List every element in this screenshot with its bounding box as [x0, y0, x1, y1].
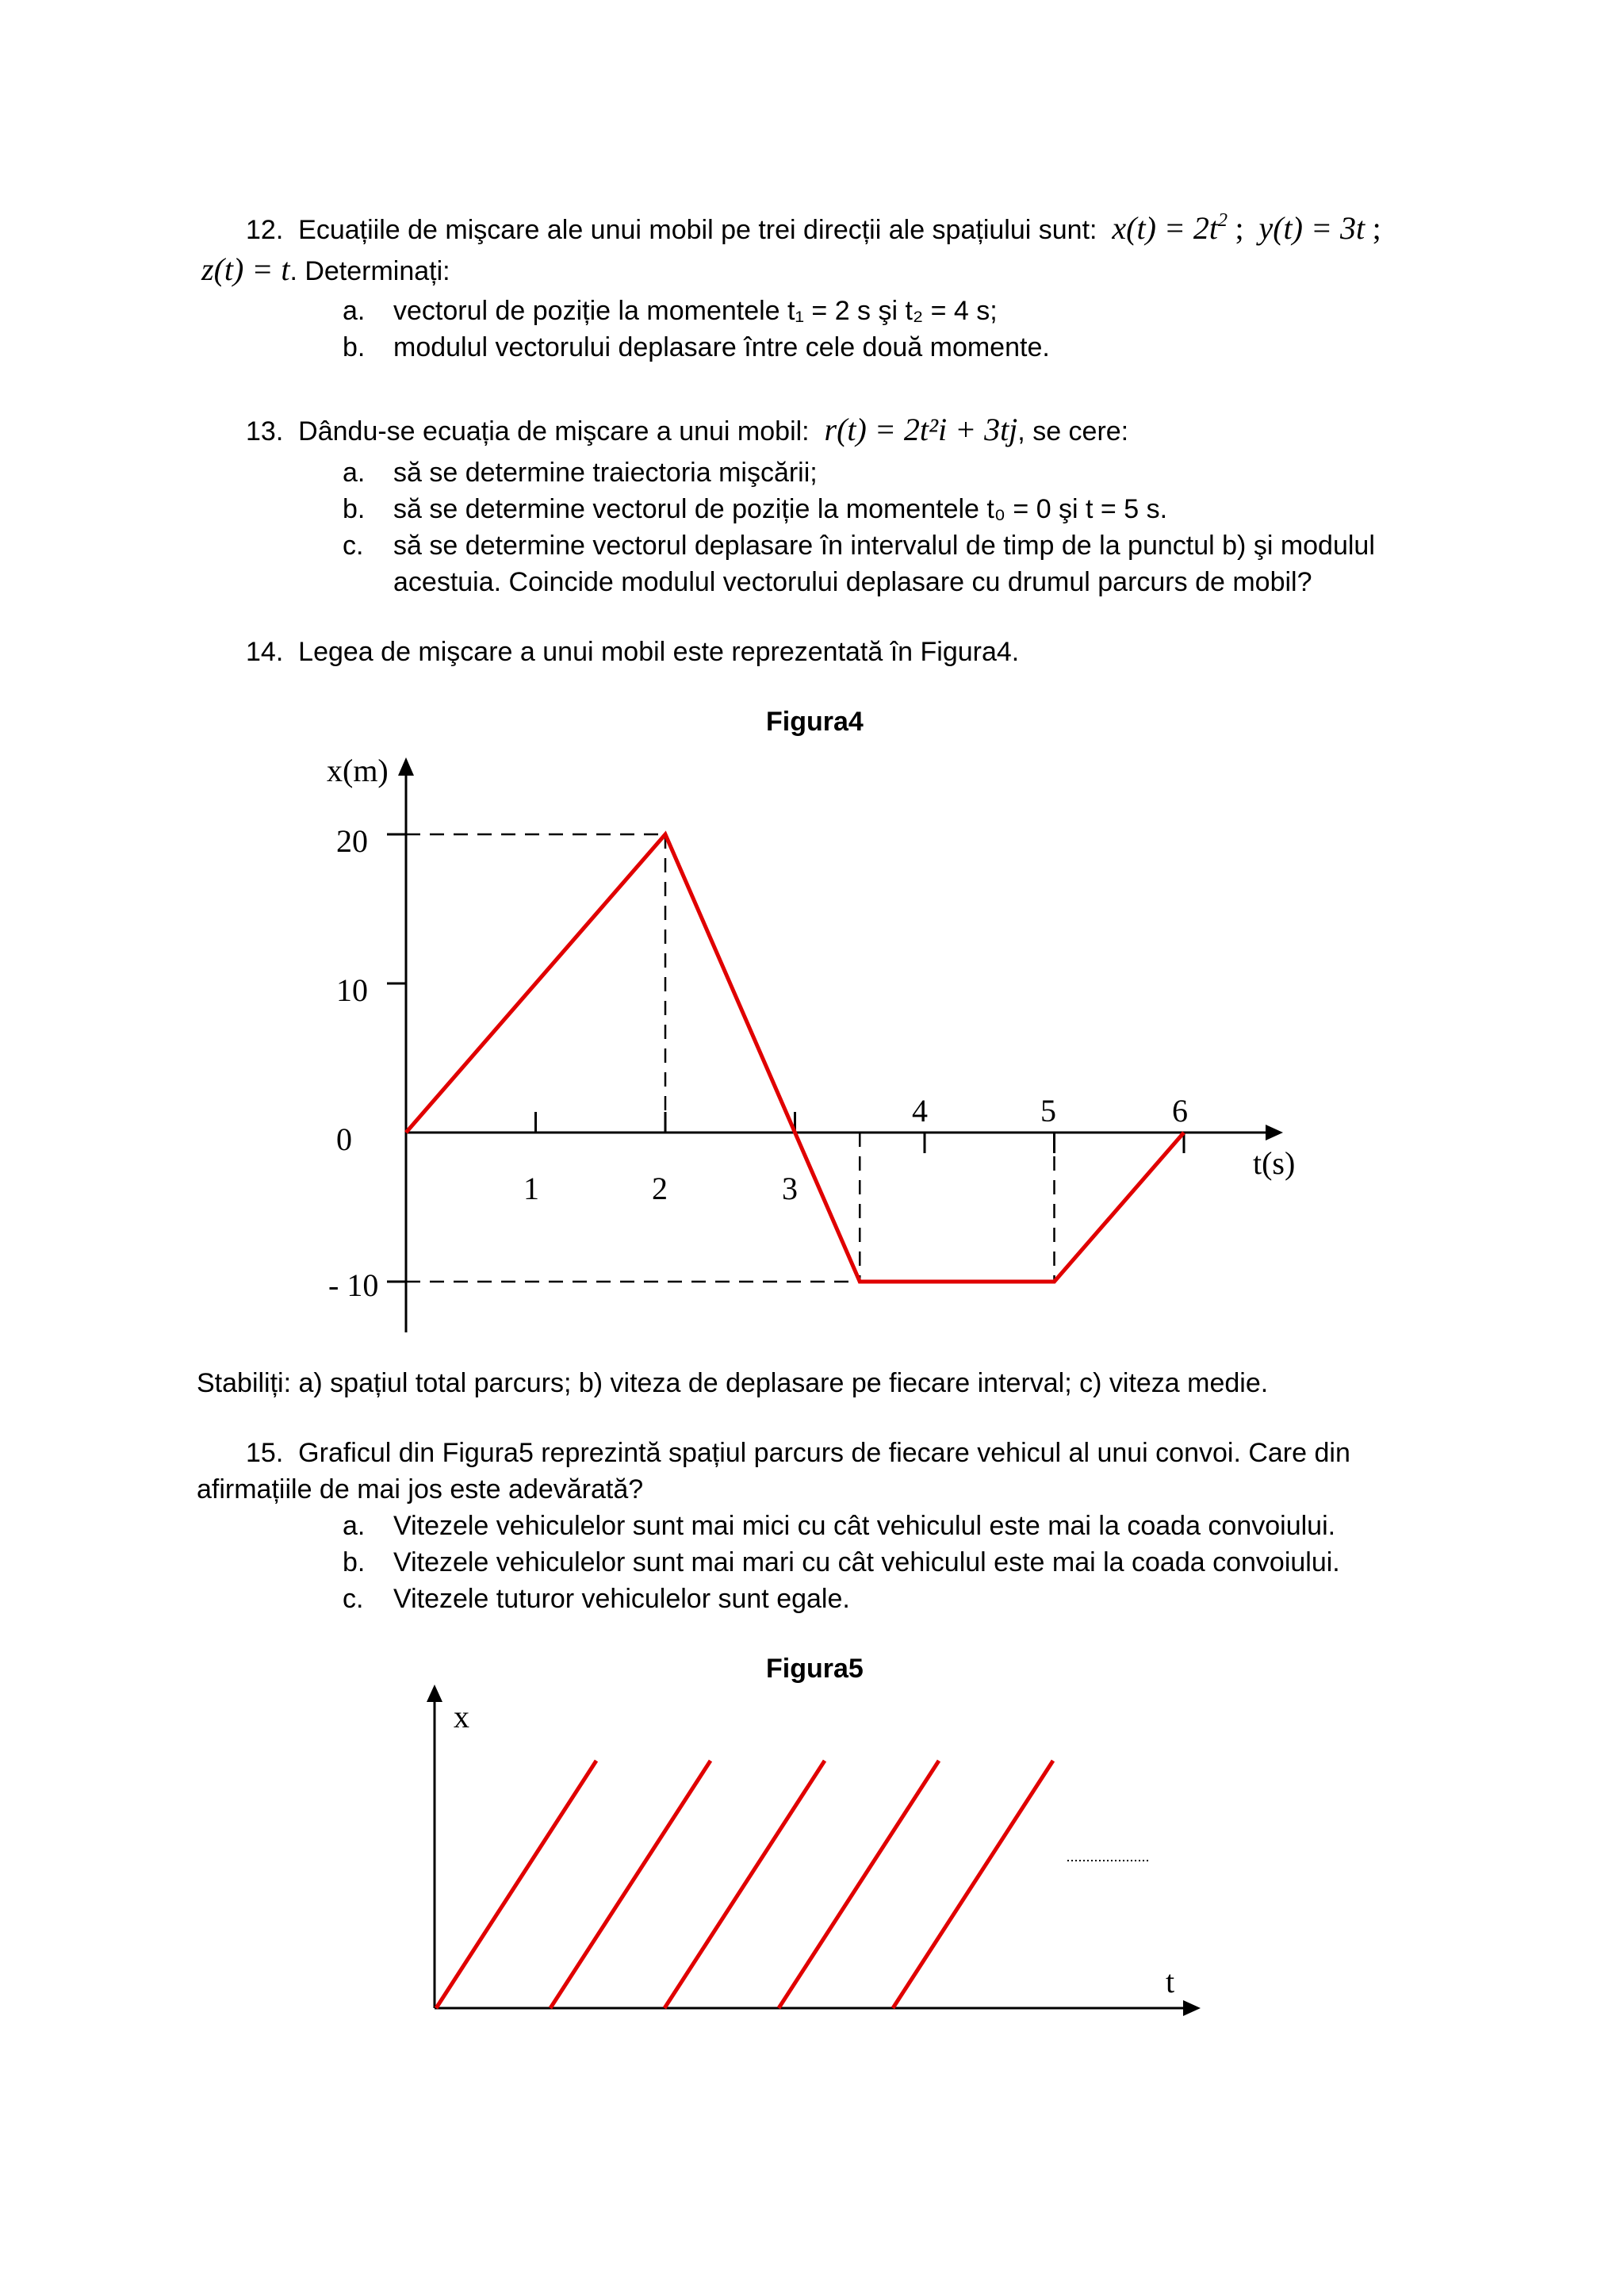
p13-item-c-text: să se determine vectorul deplasare în intervalul de timp de la punctul b) şi modulul [393, 531, 1375, 561]
p15-item-c-text: Vitezele tuturor vehiculelor sunt egale. [393, 1584, 850, 1614]
figure5-vehicle-line [665, 1761, 825, 2008]
p12-item-b-text: modulul vectorului deplasare între cele două momente. [393, 332, 1050, 362]
p12-eq-x: x(t) = 2t [1112, 210, 1218, 246]
p12-sep2: ; [1372, 210, 1381, 246]
p13-item-c-continuation: acestuia. Coincide modulul vectorului deplasare cu drumul parcurs de mobil? [393, 567, 1312, 597]
figure5-y-axis-label: x [454, 1699, 469, 1734]
p12-item-b-letter: b. [343, 332, 366, 362]
figure4-xtick-2: 2 [652, 1171, 668, 1206]
figure4-title: Figura4 [766, 707, 864, 737]
figure4-ytick-20: 20 [336, 823, 368, 859]
p13-equation: r(t) = 2t²i + 3tj [824, 412, 1018, 447]
figure5-x-arrow [1183, 2000, 1201, 2016]
p13-text: Dându-se ecuația de mişcare a unui mobil: [298, 416, 810, 447]
figure4-y-arrow [398, 757, 414, 776]
figure5-vehicle-line [893, 1761, 1053, 2008]
p14-number: 14. [246, 637, 284, 667]
p15-item-a-text: Vitezele vehiculelor sunt mai mici cu cât vehiculul este mai la coada convoiului. [393, 1511, 1336, 1541]
p13-item-a-text: să se determine traiectoria mişcării; [393, 458, 818, 488]
figure4-line-series [406, 834, 1184, 1282]
p13-line1 [246, 412, 1128, 449]
p12-eq-y: y(t) = 3t [1258, 210, 1365, 246]
p13-item-a-letter: a. [343, 458, 366, 488]
p12-item-a-text: vectorul de poziție la momentele t₁ = 2 s şi t₂ = 4 s; [393, 296, 998, 326]
figure4-ytick-0: 0 [336, 1121, 352, 1157]
p13-after: , se cere: [1017, 416, 1129, 447]
p14-text: Legea de mişcare a unui mobil este reprezentată în Figura4. [298, 637, 1020, 667]
p12-text: Ecuațiile de mişcare ale unui mobil pe trei direcții ale spațiului sunt: [298, 215, 1097, 245]
figure4-xtick-1: 1 [523, 1171, 539, 1206]
figure4-xtick-4: 4 [912, 1093, 928, 1129]
p13-item-b-letter: b. [343, 494, 366, 524]
figure4-ytick-10: 10 [336, 972, 368, 1008]
p13-item-b-text: să se determine vectorul de poziție la momentele t₀ = 0 şi t = 5 s. [393, 494, 1168, 524]
p13-item-c-letter: c. [343, 531, 364, 561]
figure5-x-axis-label: t [1166, 1964, 1175, 1999]
p12-after-z: . Determinați: [289, 256, 450, 286]
figure5-vehicle-line [550, 1761, 710, 2008]
p12-number: 12. [246, 215, 284, 245]
p15-text-line1: Graficul din Figura5 reprezintă spațiul parcurs de fiecare vehicul al unui convoi. Care din [298, 1438, 1350, 1468]
p12-item-a-letter: a. [343, 296, 366, 326]
figure4-ytick-minus10: - 10 [328, 1267, 379, 1303]
figure4-y-axis-label: x(m) [327, 753, 389, 788]
figure5-vehicle-line [779, 1761, 939, 2008]
p15-item-b-text: Vitezele vehiculelor sunt mai mari cu cât vehiculul este mai la coada convoiului. [393, 1547, 1340, 1577]
p12-eq-x-exp: 2 [1218, 210, 1228, 231]
p15-item-a-letter: a. [343, 1511, 366, 1541]
p12-eq-z: z(t) = t [201, 251, 290, 287]
figure5-y-arrow [427, 1685, 442, 1702]
p14-line [246, 634, 1019, 669]
p15-item-b-letter: b. [343, 1547, 366, 1577]
p12-sep1: ; [1235, 210, 1244, 246]
figure4-x-arrow [1266, 1125, 1283, 1140]
p13-number: 13. [246, 416, 284, 447]
figure4-xtick-6: 6 [1172, 1093, 1188, 1129]
p12-line2 [201, 252, 450, 289]
figure5-title: Figura5 [766, 1654, 864, 1684]
p15-number: 15. [246, 1438, 284, 1468]
p12-line1 [246, 203, 1381, 247]
p15-line1 [246, 1435, 1350, 1470]
figure4-xtick-3: 3 [782, 1171, 798, 1206]
figure4-xtick-5: 5 [1040, 1093, 1056, 1129]
p15-text-line2: afirmațiile de mai jos este adevărată? [197, 1474, 644, 1504]
figure4-x-axis-label: t(s) [1253, 1145, 1296, 1181]
p15-item-c-letter: c. [343, 1584, 364, 1614]
stabiliti-text: Stabiliți: a) spațiul total parcurs; b) viteza de deplasare pe fiecare interval; c) viteza medie. [197, 1368, 1269, 1398]
figure5-vehicle-line [436, 1761, 596, 2008]
